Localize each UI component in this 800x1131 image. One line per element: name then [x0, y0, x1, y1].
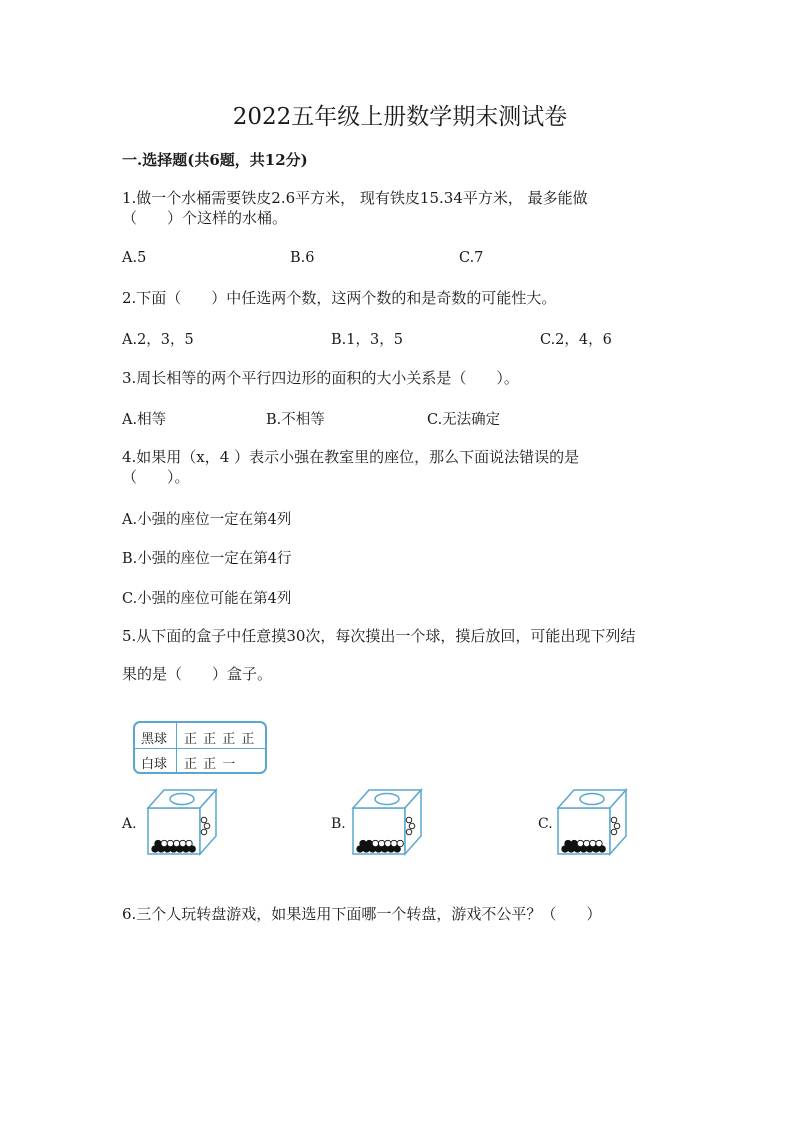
box-opening: [170, 794, 194, 805]
white-ball: [397, 840, 403, 846]
black-ball: [366, 840, 372, 846]
question-1-line-1: 1.做一个水桶需要铁皮2.6平方米， 现有铁皮15.34平方米， 最多能做: [122, 189, 588, 207]
question-1-option-a[interactable]: A.5: [122, 250, 147, 266]
side-ball: [201, 829, 207, 835]
tally-row-black: [135, 725, 265, 749]
black-ball: [571, 840, 577, 846]
box-c-image[interactable]: [556, 788, 628, 858]
black-ball: [155, 840, 161, 846]
question-2-line-1: 2.下面（ ）中任选两个数，这两个数的和是奇数的可能性大。: [122, 289, 557, 307]
box-option-b-label[interactable]: B.: [331, 816, 346, 832]
question-3-option-a[interactable]: A.相等: [122, 412, 167, 428]
tally-row-white: [135, 750, 265, 774]
question-3-option-b[interactable]: B.不相等: [266, 412, 325, 428]
question-4-line-2: （ ）。: [122, 468, 190, 486]
box-opening: [580, 794, 604, 805]
section-heading: 一.选择题(共6题，共12分): [122, 151, 308, 169]
question-1-option-c[interactable]: C.7: [459, 250, 484, 266]
question-4-option-b[interactable]: B.小强的座位一定在第4行: [122, 551, 292, 567]
tally-label-black: 黑球: [141, 732, 168, 747]
black-ball: [565, 840, 571, 846]
box-option-a-label[interactable]: A.: [122, 816, 137, 832]
white-ball: [378, 840, 384, 846]
side-ball: [409, 823, 415, 829]
white-ball: [167, 840, 173, 846]
side-ball: [611, 817, 617, 823]
question-4-option-c[interactable]: C.小强的座位可能在第4列: [122, 591, 292, 607]
question-1-option-b[interactable]: B.6: [290, 250, 315, 266]
box-b-image[interactable]: [351, 788, 423, 858]
side-ball: [614, 823, 620, 829]
question-4-option-a[interactable]: A.小强的座位一定在第4列: [122, 512, 292, 528]
box-opening: [375, 794, 399, 805]
box-a-image[interactable]: [146, 788, 218, 858]
question-2-option-a[interactable]: A.2，3，5: [122, 332, 194, 348]
white-ball: [372, 840, 378, 846]
white-ball: [385, 840, 391, 846]
white-ball: [590, 840, 596, 846]
question-1-line-2: （ ）个这样的水桶。: [122, 209, 288, 227]
question-4-line-1: 4.如果用（x，4 ）表示小强在教室里的座位，那么下面说法错误的是: [122, 448, 580, 466]
white-ball: [186, 840, 192, 846]
question-2-option-b[interactable]: B.1，3，5: [331, 332, 403, 348]
tally-marks-white: 正 正 一: [184, 757, 237, 772]
side-ball: [611, 829, 617, 835]
white-ball: [173, 840, 179, 846]
question-5-line-2: 果的是（ ）盒子。: [122, 665, 273, 683]
exam-title: 2022五年级上册数学期末测试卷: [232, 104, 568, 130]
question-3-option-c[interactable]: C.无法确定: [427, 412, 501, 428]
question-6-line-1: 6.三个人玩转盘游戏，如果选用下面哪一个转盘，游戏不公平？（ ）: [122, 905, 602, 923]
tally-marks-black: 正 正 正 正: [184, 732, 256, 747]
side-ball: [204, 823, 210, 829]
question-3-line-1: 3.周长相等的两个平行四边形的面积的大小关系是（ ）。: [122, 369, 519, 387]
white-ball: [180, 840, 186, 846]
question-5-line-1: 5.从下面的盒子中任意摸30次，每次摸出一个球，摸后放回，可能出现下列结: [122, 627, 636, 645]
white-ball: [391, 840, 397, 846]
black-ball: [360, 840, 366, 846]
side-ball: [201, 817, 207, 823]
tally-label-white: 白球: [141, 757, 168, 772]
white-ball: [583, 840, 589, 846]
side-ball: [406, 829, 412, 835]
question-2-option-c[interactable]: C.2，4，6: [540, 332, 612, 348]
tally-table: [133, 721, 267, 774]
white-ball: [577, 840, 583, 846]
side-ball: [406, 817, 412, 823]
white-ball: [596, 840, 602, 846]
white-ball: [161, 840, 167, 846]
box-option-c-label[interactable]: C.: [538, 816, 553, 832]
